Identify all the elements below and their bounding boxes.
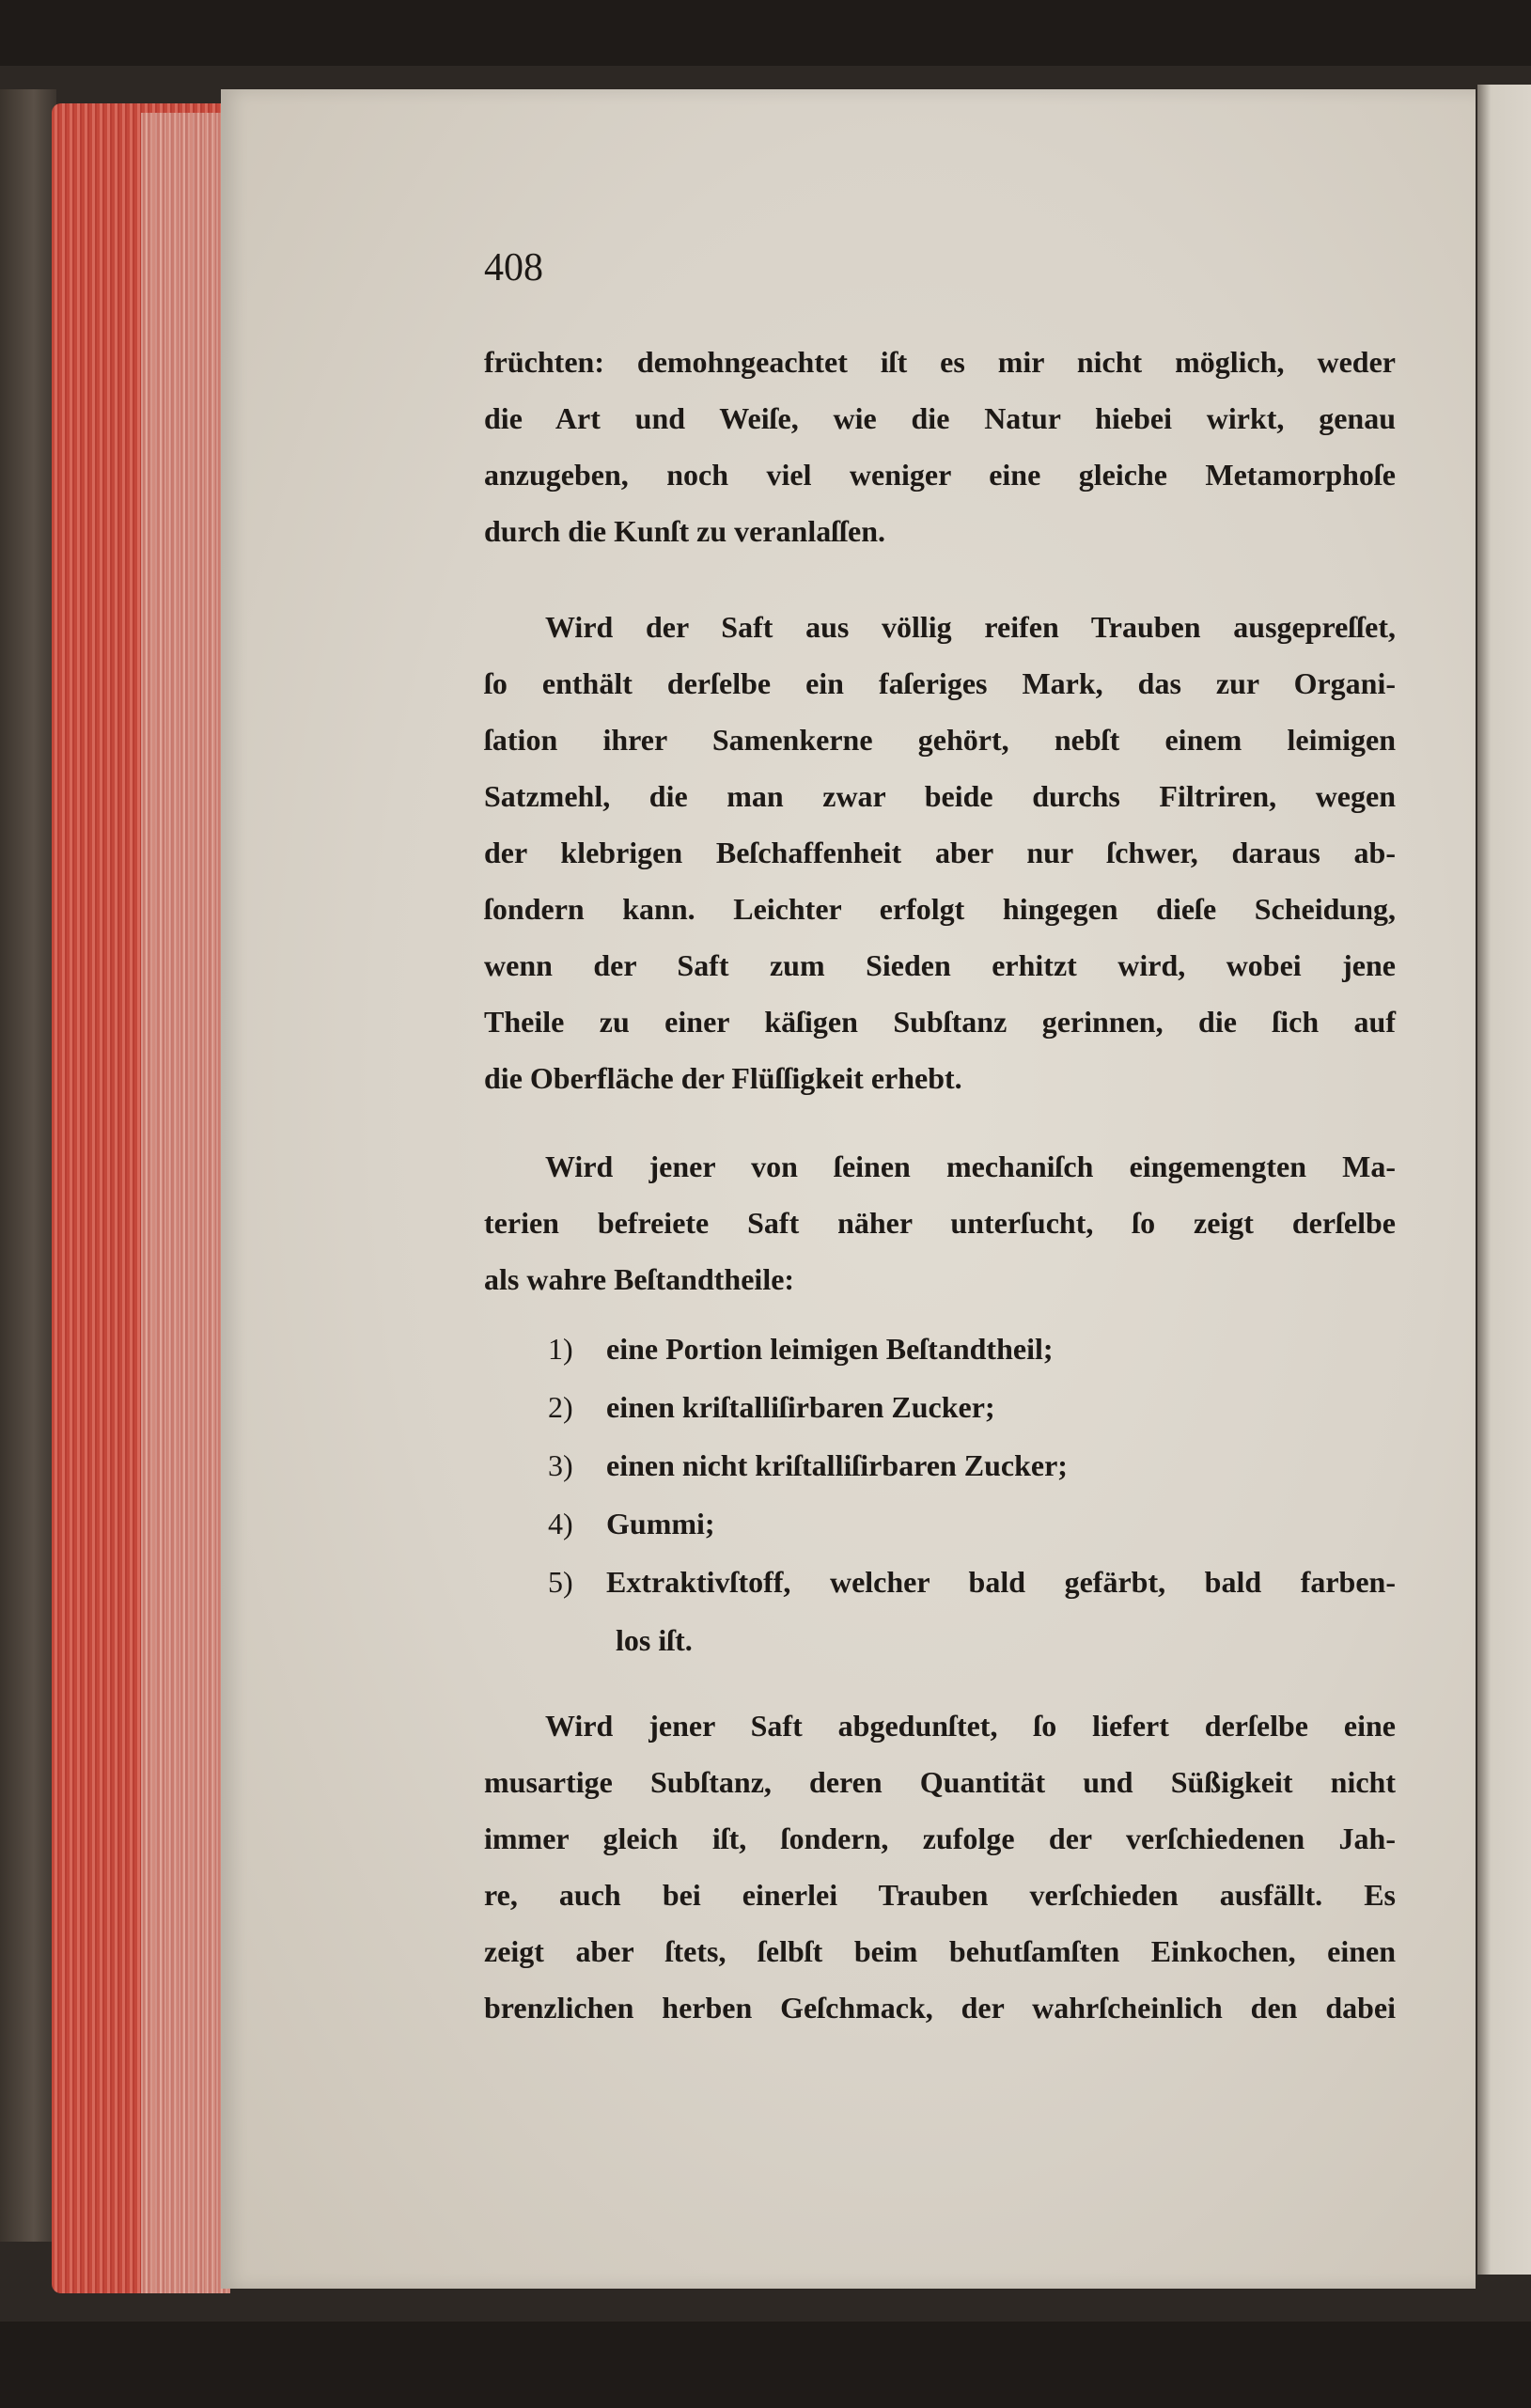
- text-line: terien befreiete Saft näher unterſucht, ſo zeigt derſelbe: [484, 1206, 1396, 1240]
- paragraph-3: [484, 1138, 1396, 1307]
- text-line: ſation ihrer Samenkerne gehört, nebſt einem leimigen: [484, 723, 1396, 757]
- paragraph-4: [484, 1697, 1396, 2036]
- list-number: 4): [548, 1507, 573, 1540]
- text-line: re, auch bei einerlei Trauben verſchieden ausfällt. Es: [484, 1878, 1396, 1912]
- page-text: [484, 235, 1396, 2036]
- text-line: ſo enthält derſelbe ein faſeriges Mark, das zur Organi-: [484, 666, 1396, 700]
- text-line: Satzmehl, die man zwar beide durchs Filtriren, wegen: [484, 779, 1396, 813]
- text-line: Wird der Saft aus völlig reifen Trauben ausgepreſſet,: [545, 610, 1396, 644]
- text-line: der klebrigen Beſchaffenheit aber nur ſchwer, daraus ab-: [484, 836, 1396, 869]
- list-item: [484, 1494, 1396, 1553]
- list-text: einen nicht kriſtalliſirbaren Zucker;: [606, 1448, 1068, 1482]
- text-line: anzugeben, noch viel weniger eine gleiche Metamorphoſe: [484, 458, 1396, 492]
- text-line: die Oberfläche der Flüſſigkeit erhebt.: [484, 1061, 962, 1095]
- text-line: brenzlichen herben Geſchmack, der wahrſcheinlich den dabei: [484, 1991, 1396, 2025]
- page-number: 408: [484, 246, 543, 289]
- list-item: [484, 1320, 1396, 1378]
- text-line: früchten: demohngeachtet iſt es mir nicht möglich, weder: [484, 345, 1396, 379]
- text-line: Wird jener Saft abgedunſtet, ſo liefert derſelbe eine: [545, 1709, 1396, 1743]
- text-line: die Art und Weiſe, wie die Natur hiebei wirkt, genau: [484, 401, 1396, 435]
- text-line: musartige Subſtanz, deren Quantität und Süßigkeit nicht: [484, 1765, 1396, 1799]
- text-line: immer gleich iſt, ſondern, zufolge der verſchiedenen Jah-: [484, 1822, 1396, 1855]
- list-text: Gummi;: [606, 1507, 715, 1540]
- paragraph-1: [484, 334, 1396, 559]
- facing-page-edge: [1477, 85, 1531, 2275]
- text-line: durch die Kunſt zu veranlaſſen.: [484, 514, 886, 548]
- book-binding: [0, 89, 56, 2242]
- list-number: 2): [548, 1390, 573, 1424]
- list-number: 5): [548, 1565, 573, 1599]
- list-item: [484, 1436, 1396, 1494]
- list-item: [484, 1553, 1396, 1611]
- text-line: als wahre Beſtandtheile:: [484, 1262, 795, 1296]
- text-line: wenn der Saft zum Sieden erhitzt wird, wobei jene: [484, 948, 1396, 982]
- list-number: 1): [548, 1332, 573, 1366]
- list-item: [484, 1378, 1396, 1436]
- constituents-list: [484, 1320, 1396, 1669]
- list-text: einen kriſtalliſirbaren Zucker;: [606, 1390, 995, 1424]
- list-number: 3): [548, 1448, 573, 1482]
- text-line: ſondern kann. Leichter erfolgt hingegen dieſe Scheidung,: [484, 892, 1396, 926]
- text-line: Wird jener von ſeinen mechaniſch eingemengten Ma-: [545, 1149, 1396, 1183]
- list-item-continuation: los iſt.: [616, 1623, 693, 1657]
- text-line: Theile zu einer käſigen Subſtanz gerinnen, die ſich auf: [484, 1005, 1396, 1039]
- paragraph-2: [484, 599, 1396, 1106]
- text-line: zeigt aber ſtets, ſelbſt beim behutſamſten Einkochen, einen: [484, 1934, 1396, 1968]
- list-text: eine Portion leimigen Beſtandtheil;: [606, 1332, 1054, 1366]
- page-edges: [141, 113, 230, 2293]
- list-text: Extraktivſtoff, welcher bald gefärbt, bald farben-: [606, 1565, 1396, 1599]
